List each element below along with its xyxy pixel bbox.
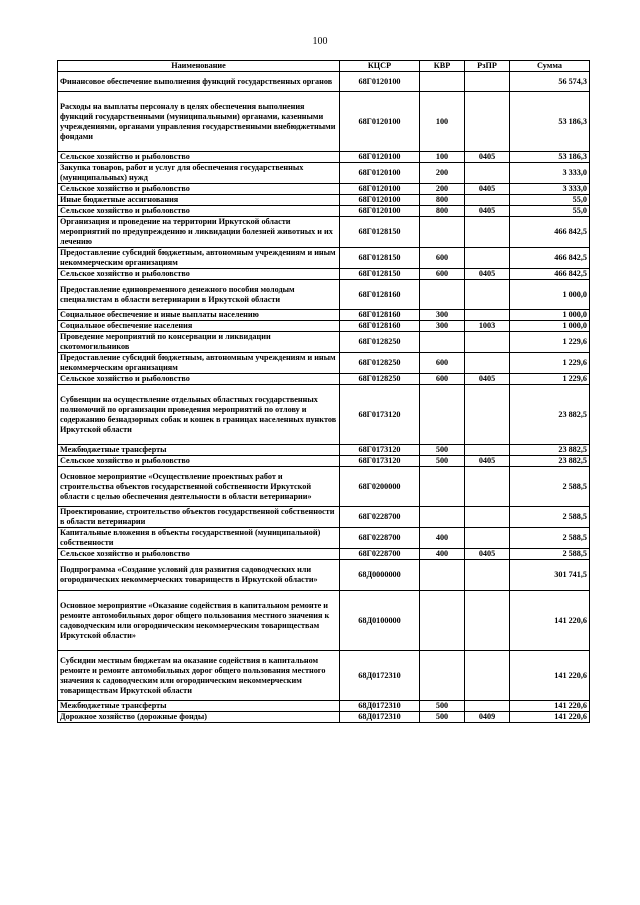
row-rzpr-cell: [465, 280, 510, 310]
table-row: [58, 163, 590, 184]
table-row: [58, 195, 590, 206]
row-kcsr-cell: 68Г0228700: [340, 528, 420, 549]
row-kvr-cell: [420, 385, 465, 445]
row-name-cell: Сельское хозяйство и рыболовство: [58, 206, 340, 217]
row-sum-cell: 141 220,6: [510, 651, 590, 701]
table-row: [58, 206, 590, 217]
row-rzpr-cell: 1003: [465, 321, 510, 332]
row-rzpr-cell: [465, 92, 510, 152]
table-row: [58, 591, 590, 651]
table-row: [58, 528, 590, 549]
row-rzpr-cell: [465, 163, 510, 184]
row-kcsr-cell: 68Г0200000: [340, 467, 420, 507]
table-row: [58, 445, 590, 456]
row-sum-cell: 23 882,5: [510, 445, 590, 456]
row-name-cell: Сельское хозяйство и рыболовство: [58, 374, 340, 385]
row-rzpr-cell: 0405: [465, 269, 510, 280]
row-name-cell: Межбюджетные трансферты: [58, 445, 340, 456]
table-row: [58, 280, 590, 310]
row-rzpr-cell: [465, 701, 510, 712]
row-name-cell: Капитальные вложения в объекты государственной (муниципальной) собственности: [58, 528, 340, 549]
row-kvr-cell: [420, 332, 465, 353]
row-name-cell: Предоставление субсидий бюджетным, автономным учреждениям и иным некоммерческим организациям: [58, 353, 340, 374]
row-kvr-cell: 600: [420, 269, 465, 280]
table-row: [58, 353, 590, 374]
row-name-cell: Закупка товаров, работ и услуг для обеспечения государственных (муниципальных) нужд: [58, 163, 340, 184]
row-kvr-cell: [420, 72, 465, 92]
row-sum-cell: 466 842,5: [510, 248, 590, 269]
table-row: [58, 560, 590, 591]
row-kcsr-cell: 68Г0120100: [340, 92, 420, 152]
row-name-cell: Сельское хозяйство и рыболовство: [58, 549, 340, 560]
table-row: [58, 374, 590, 385]
row-sum-cell: 466 842,5: [510, 269, 590, 280]
budget-table: [57, 60, 590, 723]
row-rzpr-cell: [465, 72, 510, 92]
row-rzpr-cell: 0409: [465, 712, 510, 723]
row-name-cell: Предоставление единовременного денежного пособия молодым специалистам в области ветеринарии в Иркутской области: [58, 280, 340, 310]
row-rzpr-cell: [465, 560, 510, 591]
row-kvr-cell: 100: [420, 152, 465, 163]
row-rzpr-cell: [465, 217, 510, 248]
row-kcsr-cell: 68Д0172310: [340, 701, 420, 712]
header-kcsr: КЦСР: [340, 61, 420, 72]
row-rzpr-cell: [465, 467, 510, 507]
row-kcsr-cell: 68Г0228700: [340, 549, 420, 560]
row-sum-cell: 1 229,6: [510, 374, 590, 385]
row-kcsr-cell: 68Г0128150: [340, 217, 420, 248]
row-sum-cell: 53 186,3: [510, 152, 590, 163]
row-kcsr-cell: 68Г0128160: [340, 321, 420, 332]
row-sum-cell: 23 882,5: [510, 456, 590, 467]
row-name-cell: Организация и проведение на территории Иркутской области мероприятий по предупреждению и ликвидации болезней животных и их лечению: [58, 217, 340, 248]
row-sum-cell: 1 000,0: [510, 280, 590, 310]
row-kvr-cell: 400: [420, 549, 465, 560]
row-name-cell: Межбюджетные трансферты: [58, 701, 340, 712]
row-kcsr-cell: 68Г0173120: [340, 456, 420, 467]
row-rzpr-cell: 0405: [465, 152, 510, 163]
row-kcsr-cell: 68Д0172310: [340, 651, 420, 701]
table-row: [58, 152, 590, 163]
row-kvr-cell: 500: [420, 445, 465, 456]
row-name-cell: Социальное обеспечение и иные выплаты населению: [58, 310, 340, 321]
row-sum-cell: 301 741,5: [510, 560, 590, 591]
row-kvr-cell: [420, 651, 465, 701]
row-kcsr-cell: 68Г0128160: [340, 280, 420, 310]
row-rzpr-cell: [465, 310, 510, 321]
row-kvr-cell: [420, 467, 465, 507]
row-name-cell: Основное мероприятие «Оказание содействия в капитальном ремонте и ремонте автомобильных дорог общего пользования местного значения к садоводческим или огородническим некоммерческим товариществам Иркутской области»: [58, 591, 340, 651]
row-kcsr-cell: 68Г0120100: [340, 206, 420, 217]
table-row: [58, 701, 590, 712]
row-sum-cell: 1 229,6: [510, 332, 590, 353]
row-rzpr-cell: 0405: [465, 456, 510, 467]
row-rzpr-cell: [465, 445, 510, 456]
row-kcsr-cell: 68Г0128160: [340, 310, 420, 321]
row-rzpr-cell: 0405: [465, 374, 510, 385]
row-sum-cell: 1 000,0: [510, 321, 590, 332]
row-kcsr-cell: 68Г0228700: [340, 507, 420, 528]
row-sum-cell: 1 229,6: [510, 353, 590, 374]
row-sum-cell: 56 574,3: [510, 72, 590, 92]
row-kvr-cell: 500: [420, 701, 465, 712]
row-sum-cell: 2 588,5: [510, 507, 590, 528]
row-kcsr-cell: 68Д0100000: [340, 591, 420, 651]
header-sum: Сумма: [510, 61, 590, 72]
row-sum-cell: 2 588,5: [510, 528, 590, 549]
header-rzpr: РзПР: [465, 61, 510, 72]
table-row: [58, 248, 590, 269]
row-kvr-cell: 500: [420, 712, 465, 723]
row-rzpr-cell: [465, 385, 510, 445]
row-sum-cell: 141 220,6: [510, 701, 590, 712]
header-name: Наименование: [58, 61, 340, 72]
row-name-cell: Предоставление субсидий бюджетным, автономным учреждениям и иным некоммерческим организациям: [58, 248, 340, 269]
table-row: [58, 217, 590, 248]
table-row: [58, 385, 590, 445]
row-sum-cell: 3 333,0: [510, 184, 590, 195]
row-sum-cell: 55,0: [510, 195, 590, 206]
row-sum-cell: 2 588,5: [510, 549, 590, 560]
row-name-cell: Социальное обеспечение населения: [58, 321, 340, 332]
row-kcsr-cell: 68Г0128150: [340, 248, 420, 269]
table-row: [58, 269, 590, 280]
row-kcsr-cell: 68Д0172310: [340, 712, 420, 723]
table-row: [58, 456, 590, 467]
row-rzpr-cell: [465, 332, 510, 353]
row-kcsr-cell: 68Г0120100: [340, 184, 420, 195]
row-kcsr-cell: 68Г0173120: [340, 445, 420, 456]
row-kvr-cell: 800: [420, 195, 465, 206]
row-kcsr-cell: 68Г0173120: [340, 385, 420, 445]
row-sum-cell: 23 882,5: [510, 385, 590, 445]
row-kvr-cell: [420, 280, 465, 310]
row-kvr-cell: 600: [420, 248, 465, 269]
row-name-cell: Сельское хозяйство и рыболовство: [58, 184, 340, 195]
row-sum-cell: 53 186,3: [510, 92, 590, 152]
row-kvr-cell: 800: [420, 206, 465, 217]
row-sum-cell: 466 842,5: [510, 217, 590, 248]
row-rzpr-cell: [465, 353, 510, 374]
table-row: [58, 321, 590, 332]
row-rzpr-cell: 0405: [465, 549, 510, 560]
header-kvr: КВР: [420, 61, 465, 72]
row-name-cell: Субсидии местным бюджетам на оказание содействия в капитальном ремонте и ремонте автомобильных дорог общего пользования местного значения к садоводческим или огородническим некоммерческим товариществам Иркутской области: [58, 651, 340, 701]
row-kvr-cell: 200: [420, 184, 465, 195]
row-rzpr-cell: [465, 248, 510, 269]
row-sum-cell: 3 333,0: [510, 163, 590, 184]
row-kvr-cell: [420, 217, 465, 248]
row-sum-cell: 2 588,5: [510, 467, 590, 507]
row-kvr-cell: 500: [420, 456, 465, 467]
row-name-cell: Субвенции на осуществление отдельных областных государственных полномочий по организации проведения мероприятий по отлову и содержанию безнадзорных собак и кошек в границах населенных пунктов Иркутской области: [58, 385, 340, 445]
row-kvr-cell: 300: [420, 310, 465, 321]
row-kvr-cell: 600: [420, 353, 465, 374]
header-row: [58, 61, 590, 72]
row-kvr-cell: [420, 591, 465, 651]
row-name-cell: Дорожное хозяйство (дорожные фонды): [58, 712, 340, 723]
row-rzpr-cell: 0405: [465, 184, 510, 195]
table-row: [58, 651, 590, 701]
row-rzpr-cell: [465, 651, 510, 701]
row-rzpr-cell: [465, 528, 510, 549]
row-kcsr-cell: 68Д0000000: [340, 560, 420, 591]
page-number: 100: [312, 36, 328, 47]
row-kcsr-cell: 68Г0128250: [340, 353, 420, 374]
row-sum-cell: 1 000,0: [510, 310, 590, 321]
row-kvr-cell: [420, 560, 465, 591]
row-name-cell: Проектирование, строительство объектов государственной собственности в области ветеринарии: [58, 507, 340, 528]
row-rzpr-cell: [465, 195, 510, 206]
row-rzpr-cell: [465, 507, 510, 528]
row-rzpr-cell: 0405: [465, 206, 510, 217]
table-row: [58, 310, 590, 321]
row-kvr-cell: 300: [420, 321, 465, 332]
table-row: [58, 712, 590, 723]
row-name-cell: Сельское хозяйство и рыболовство: [58, 456, 340, 467]
row-kvr-cell: 200: [420, 163, 465, 184]
row-name-cell: Расходы на выплаты персоналу в целях обеспечения выполнения функций государственными (муниципальными) органами, казенными учреждениями, органами управления государственными внебюджетными фондами: [58, 92, 340, 152]
row-sum-cell: 141 220,6: [510, 591, 590, 651]
row-name-cell: Иные бюджетные ассигнования: [58, 195, 340, 206]
row-name-cell: Сельское хозяйство и рыболовство: [58, 152, 340, 163]
row-kcsr-cell: 68Г0128250: [340, 374, 420, 385]
row-name-cell: Основное мероприятие «Осуществление проектных работ и строительства объектов государственной собственности Иркутской области с целью обеспечения деятельности в области ветеринарии»: [58, 467, 340, 507]
table-header: [58, 61, 590, 72]
table-row: [58, 467, 590, 507]
row-name-cell: Сельское хозяйство и рыболовство: [58, 269, 340, 280]
row-kcsr-cell: 68Г0128250: [340, 332, 420, 353]
row-kvr-cell: 400: [420, 528, 465, 549]
row-kcsr-cell: 68Г0120100: [340, 163, 420, 184]
table-row: [58, 332, 590, 353]
table-row: [58, 507, 590, 528]
row-sum-cell: 141 220,6: [510, 712, 590, 723]
row-kcsr-cell: 68Г0120100: [340, 152, 420, 163]
row-kvr-cell: 100: [420, 92, 465, 152]
table-row: [58, 549, 590, 560]
row-name-cell: Проведение мероприятий по консервации и ликвидации скотомогильников: [58, 332, 340, 353]
row-name-cell: Подпрограмма «Создание условий для развития садоводческих или огороднических некоммерческих товариществ в Иркутской области»: [58, 560, 340, 591]
row-rzpr-cell: [465, 591, 510, 651]
row-kcsr-cell: 68Г0120100: [340, 72, 420, 92]
row-kvr-cell: [420, 507, 465, 528]
table-row: [58, 72, 590, 92]
row-kvr-cell: 600: [420, 374, 465, 385]
table-row: [58, 184, 590, 195]
table-row: [58, 92, 590, 152]
row-kcsr-cell: 68Г0120100: [340, 195, 420, 206]
row-kcsr-cell: 68Г0128150: [340, 269, 420, 280]
table-body: [58, 72, 590, 723]
row-name-cell: Финансовое обеспечение выполнения функций государственных органов: [58, 72, 340, 92]
row-sum-cell: 55,0: [510, 206, 590, 217]
